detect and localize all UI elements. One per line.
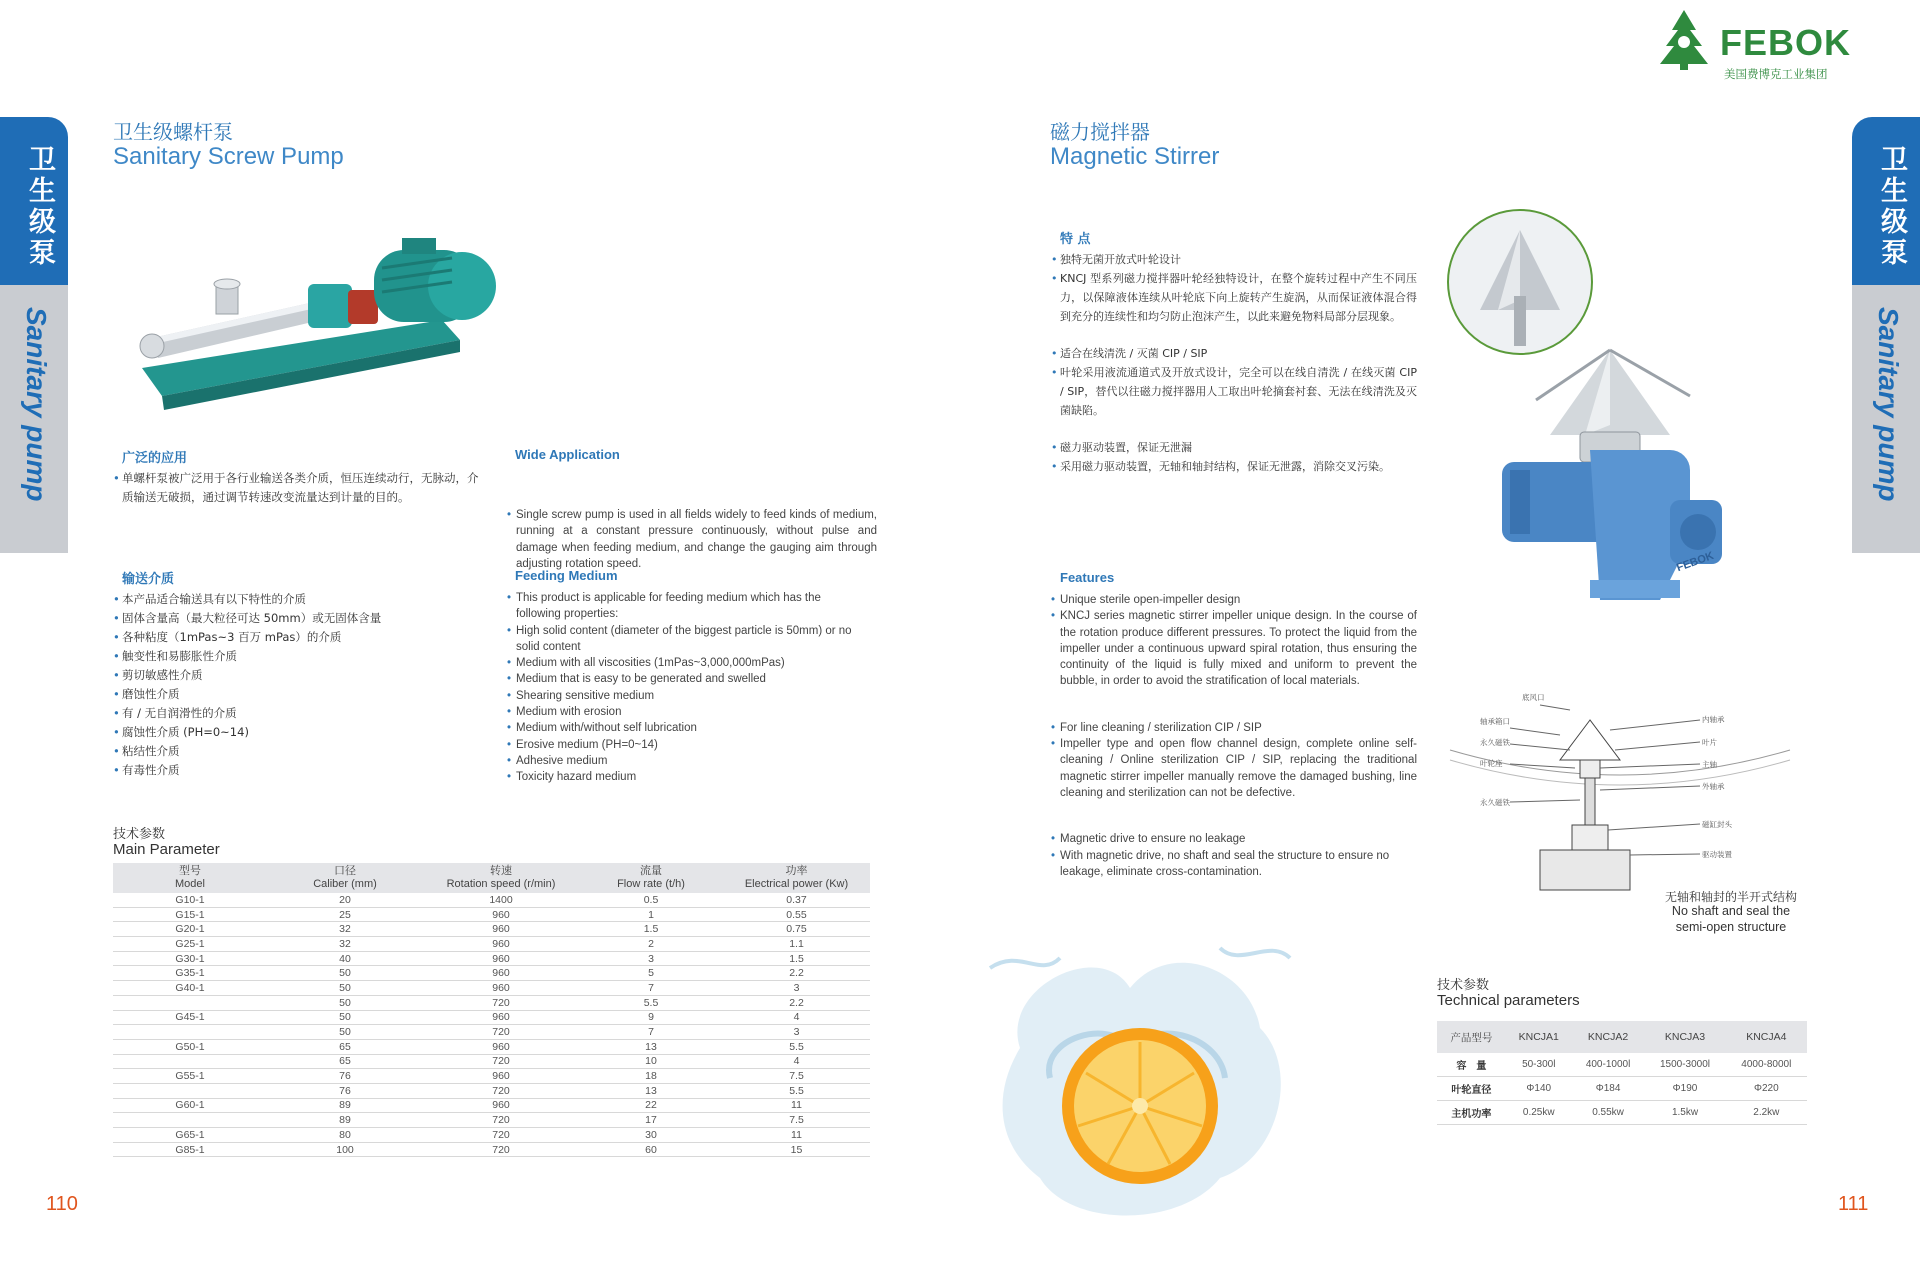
- table-cell: 3: [579, 951, 723, 966]
- table-cell: 7.5: [723, 1113, 870, 1128]
- table-cell: [113, 1113, 267, 1128]
- table-cell: 65: [267, 1054, 423, 1069]
- list-item: • 固体含量高（最大粒径可达 50mm）或无固体含量: [113, 609, 473, 628]
- table-cell: 89: [267, 1113, 423, 1128]
- list-item: • Toxicity hazard medium: [507, 769, 868, 785]
- table-cell: 7: [579, 981, 723, 996]
- screw-pump-image: [112, 228, 502, 428]
- list-item: • For line cleaning / sterilization CIP / SIP: [1051, 720, 1417, 736]
- table-cell: Φ190: [1644, 1077, 1725, 1101]
- list-item: • Medium with all viscosities (1mPas~3,000,000mPas): [507, 655, 868, 671]
- table-cell: G20-1: [113, 922, 267, 937]
- table-cell: 13: [579, 1083, 723, 1098]
- table-cell: 960: [423, 907, 579, 922]
- table-row: [113, 1025, 870, 1040]
- table-cell: 50: [267, 966, 423, 981]
- page-title-en: Sanitary Screw Pump: [113, 143, 344, 170]
- table-row: [113, 1010, 870, 1025]
- table-cell: 1.5kw: [1644, 1101, 1725, 1125]
- table-cell: 15: [723, 1142, 870, 1157]
- table-cell: Φ140: [1506, 1077, 1572, 1101]
- tech-params-table: [1437, 1021, 1807, 1125]
- list-item: • Medium that is easy to be generated and swelled: [507, 671, 868, 687]
- list-item: • Unique sterile open-impeller design: [1051, 592, 1417, 608]
- side-tab-cn-right: [1852, 117, 1920, 285]
- table-row: [1437, 1101, 1807, 1125]
- table-cell: 720: [423, 1025, 579, 1040]
- table-row: [113, 1142, 870, 1157]
- brand-logo: [1654, 8, 1864, 88]
- table-row: [113, 951, 870, 966]
- table-cell: 0.25kw: [1506, 1101, 1572, 1125]
- table-cell: 4000-8000l: [1726, 1053, 1807, 1077]
- table-cell: 720: [423, 995, 579, 1010]
- table-cell: 960: [423, 1098, 579, 1113]
- magnetic-stirrer-image: [1440, 200, 1796, 610]
- column-header: 流量 Flow rate (t/h): [579, 863, 723, 893]
- list-item: • 粘结性介质: [113, 742, 473, 761]
- list-item: • Impeller type and open flow channel design, complete online self-cleaning / Online sterilization CIP / SIP, replacing the traditional magnetic stirrer impeller manually remove the damaged bushing, line cleaning and sterilization can not be defective.: [1051, 736, 1417, 801]
- table-row: [113, 1128, 870, 1143]
- table-cell: G55-1: [113, 1069, 267, 1084]
- list-item: • 磨蚀性介质: [113, 685, 473, 704]
- table-cell: [113, 995, 267, 1010]
- list-item: • Magnetic drive to ensure no leakage: [1051, 831, 1417, 847]
- table-cell: 1.5: [579, 922, 723, 937]
- table-row: [113, 893, 870, 907]
- table-cell: 3: [723, 1025, 870, 1040]
- diagram-label: 内轴承: [1702, 715, 1725, 724]
- table-cell: 2: [579, 937, 723, 952]
- table-row: [113, 1039, 870, 1054]
- table-cell: G10-1: [113, 893, 267, 907]
- column-header: 功率 Electrical power (Kw): [723, 863, 870, 893]
- page-number-left: 110: [46, 1193, 78, 1215]
- table-cell: 100: [267, 1142, 423, 1157]
- table-cell: 960: [423, 966, 579, 981]
- table-cell: 720: [423, 1128, 579, 1143]
- table-header-row: [113, 863, 870, 893]
- table-row: [113, 981, 870, 996]
- side-tab-en-text: Sanitary pump: [1873, 307, 1904, 502]
- table-cell: 1.5: [723, 951, 870, 966]
- feeding-medium-list-cn: [113, 590, 473, 780]
- table-cell: Φ220: [1726, 1077, 1807, 1101]
- table-cell: G60-1: [113, 1098, 267, 1113]
- table-cell: G30-1: [113, 951, 267, 966]
- table-row: [113, 1069, 870, 1084]
- table-row: [113, 922, 870, 937]
- list-item: • KNCJ series magnetic stirrer impeller unique design. In the course of the rotation produce different pressures. To protect the liquid from the impeller under a continuous upward spiral rotation, thus ensuring the continuity of the liquid is fully mixed and uniform to prevent the bubble, in order to avoid the stratification of local materials.: [1051, 608, 1417, 689]
- table-cell: 50: [267, 1025, 423, 1040]
- column-header: 转速 Rotation speed (r/min): [423, 863, 579, 893]
- main-parameter-heading-en: Main Parameter: [113, 841, 220, 858]
- features-list-cn: [1051, 250, 1417, 476]
- column-header: 口径 Caliber (mm): [267, 863, 423, 893]
- diagram-label: 主轴: [1702, 760, 1717, 769]
- table-cell: Φ184: [1572, 1077, 1645, 1101]
- diagram-caption-cn: 无轴和轴封的半开式结构: [1664, 890, 1797, 904]
- side-tab-en-right: [1852, 285, 1920, 553]
- column-header: KNCJA4: [1726, 1021, 1807, 1053]
- table-cell: 5: [579, 966, 723, 981]
- table-cell: 10: [579, 1054, 723, 1069]
- tree-logo-icon: [1654, 8, 1714, 72]
- table-cell: 主机功率: [1437, 1101, 1506, 1125]
- table-cell: 17: [579, 1113, 723, 1128]
- main-parameter-heading-cn: 技术参数: [113, 827, 166, 842]
- list-item: • Erosive medium (PH=0~14): [507, 737, 868, 753]
- table-cell: 60: [579, 1142, 723, 1157]
- table-cell: 0.75: [723, 922, 870, 937]
- table-row: [1437, 1077, 1807, 1101]
- table-cell: G50-1: [113, 1039, 267, 1054]
- list-item: • 剪切敏感性介质: [113, 666, 473, 685]
- table-cell: G15-1: [113, 907, 267, 922]
- table-cell: [113, 1025, 267, 1040]
- table-row: [1437, 1053, 1807, 1077]
- table-cell: 32: [267, 922, 423, 937]
- list-item: • 叶轮采用液流通道式及开放式设计，完全可以在线自清洗 / 在线灭菌 CIP / SIP，替代以往磁力搅拌器用人工取出叶轮摘套衬套、无法在线清洗及灭菌缺陷。: [1051, 363, 1417, 420]
- table-cell: 720: [423, 1142, 579, 1157]
- feeding-medium-list-en: [507, 590, 868, 786]
- table-cell: 960: [423, 1010, 579, 1025]
- list-item: • 采用磁力驱动装置，无轴和轴封结构，保证无泄露，消除交叉污染。: [1051, 457, 1417, 476]
- table-cell: 76: [267, 1069, 423, 1084]
- page-title-cn: 磁力搅拌器: [1050, 120, 1150, 144]
- tech-params-heading-en: Technical parameters: [1437, 992, 1580, 1009]
- table-cell: G35-1: [113, 966, 267, 981]
- table-cell: 1400: [423, 893, 579, 907]
- column-header: 型号 Model: [113, 863, 267, 893]
- side-tab-cn-text: 卫生级泵: [1876, 145, 1907, 269]
- features-heading-cn: 特 点: [1060, 232, 1091, 247]
- table-row: [113, 937, 870, 952]
- table-cell: 13: [579, 1039, 723, 1054]
- table-cell: 18: [579, 1069, 723, 1084]
- table-row: [113, 1083, 870, 1098]
- wide-application-heading-cn: 广泛的应用: [122, 451, 188, 466]
- table-cell: 0.55kw: [1572, 1101, 1645, 1125]
- table-cell: 65: [267, 1039, 423, 1054]
- table-cell: 400-1000l: [1572, 1053, 1645, 1077]
- table-cell: 1: [579, 907, 723, 922]
- table-cell: G25-1: [113, 937, 267, 952]
- table-cell: 0.55: [723, 907, 870, 922]
- table-row: [113, 1098, 870, 1113]
- wide-application-text-en: • Single screw pump is used in all fields widely to feed kinds of medium, running at a constant pressure continuously, without pulse and damage when feeding medium, and change the gauging aim through adjusting rotation speed.: [507, 507, 877, 572]
- table-row: [113, 1113, 870, 1128]
- table-cell: [113, 1083, 267, 1098]
- table-cell: G45-1: [113, 1010, 267, 1025]
- list-item: • With magnetic drive, no shaft and seal the structure to ensure no leakage, eliminate cross-contamination.: [1051, 848, 1417, 881]
- product-brand-mark: FEBOK: [1675, 549, 1716, 575]
- list-item: • 适合在线清洗 / 灭菌 CIP / SIP: [1051, 344, 1417, 363]
- table-cell: 20: [267, 893, 423, 907]
- list-item: • 触变性和易膨胀性介质: [113, 647, 473, 666]
- features-list-en: [1051, 592, 1417, 880]
- table-cell: 5.5: [723, 1083, 870, 1098]
- table-row: [113, 1054, 870, 1069]
- table-cell: 1500-3000l: [1644, 1053, 1725, 1077]
- column-header: KNCJA3: [1644, 1021, 1725, 1053]
- table-cell: [113, 1054, 267, 1069]
- list-item: • 本产品适合输送具有以下特性的介质: [113, 590, 473, 609]
- diagram-label: 底风口: [1522, 693, 1545, 702]
- list-item: • KNCJ 型系列磁力搅拌器叶轮经独特设计，在整个旋转过程中产生不同压力，以保障液体连续从叶轮底下向上旋转产生旋涡，从而保证液体混合得到充分的连续性和均匀防止泡沫产生，以此来避免物料局部分层现象。: [1051, 269, 1417, 326]
- table-cell: 960: [423, 922, 579, 937]
- list-item: • Medium with erosion: [507, 704, 868, 720]
- wide-application-text-cn: • 单螺杆泵被广泛用于各行业输送各类介质，恒压连续动行，无脉动，介质输送无破损，通过调节转速改变流量达到计量的目的。: [113, 469, 482, 507]
- table-cell: 7: [579, 1025, 723, 1040]
- feeding-medium-heading-en: Feeding Medium: [515, 568, 618, 583]
- page-number-right: 111: [1838, 1193, 1869, 1215]
- table-cell: 2.2: [723, 966, 870, 981]
- table-cell: 30: [579, 1128, 723, 1143]
- table-cell: 960: [423, 937, 579, 952]
- list-item: • Shearing sensitive medium: [507, 688, 868, 704]
- table-cell: 89: [267, 1098, 423, 1113]
- table-cell: 32: [267, 937, 423, 952]
- table-cell: 720: [423, 1113, 579, 1128]
- diagram-label: 永久磁铁: [1480, 738, 1510, 747]
- table-cell: 5.5: [723, 1039, 870, 1054]
- table-cell: 4: [723, 1054, 870, 1069]
- wide-application-heading-en: Wide Application: [515, 447, 620, 462]
- table-cell: 11: [723, 1098, 870, 1113]
- list-item: • This product is applicable for feeding medium which has the following properties:: [507, 590, 868, 623]
- list-item: • 磁力驱动装置，保证无泄漏: [1051, 438, 1417, 457]
- table-cell: 720: [423, 1054, 579, 1069]
- table-cell: 3: [723, 981, 870, 996]
- side-tab-en-text: Sanitary pump: [21, 307, 52, 502]
- column-header: KNCJA1: [1506, 1021, 1572, 1053]
- brand-name: FEBOK: [1720, 22, 1851, 63]
- table-cell: 0.37: [723, 893, 870, 907]
- diagram-label: 叶轮座: [1480, 759, 1503, 768]
- table-header-row: [1437, 1021, 1807, 1053]
- side-tab-cn-left: [0, 117, 68, 285]
- table-cell: 叶轮直径: [1437, 1077, 1506, 1101]
- table-cell: 720: [423, 1083, 579, 1098]
- list-item: • High solid content (diameter of the biggest particle is 50mm) or no solid content: [507, 623, 868, 656]
- orange-splash-image: [980, 928, 1310, 1248]
- table-cell: 50: [267, 995, 423, 1010]
- table-cell: 2.2kw: [1726, 1101, 1807, 1125]
- column-header: KNCJA2: [1572, 1021, 1645, 1053]
- table-cell: 5.5: [579, 995, 723, 1010]
- table-row: [113, 966, 870, 981]
- table-cell: 0.5: [579, 893, 723, 907]
- feeding-medium-heading-cn: 输送介质: [122, 572, 175, 587]
- table-cell: G85-1: [113, 1142, 267, 1157]
- diagram-label: 磁缸封头: [1702, 820, 1732, 829]
- diagram-caption-en: No shaft and seal the: [1671, 904, 1791, 918]
- diagram-label: 轴承箱口: [1480, 717, 1510, 726]
- brand-subtitle: 美国费博克工业集团: [1724, 67, 1828, 81]
- table-cell: 4: [723, 1010, 870, 1025]
- diagram-caption-en: semi-open structure: [1675, 920, 1787, 934]
- table-cell: 50-300l: [1506, 1053, 1572, 1077]
- page-title-en: Magnetic Stirrer: [1050, 143, 1220, 170]
- table-cell: 960: [423, 981, 579, 996]
- table-cell: 50: [267, 1010, 423, 1025]
- table-cell: 960: [423, 1069, 579, 1084]
- table-cell: 7.5: [723, 1069, 870, 1084]
- features-heading-en: Features: [1060, 570, 1115, 585]
- table-cell: 80: [267, 1128, 423, 1143]
- table-cell: 1.1: [723, 937, 870, 952]
- table-cell: 容 量: [1437, 1053, 1506, 1077]
- table-cell: G65-1: [113, 1128, 267, 1143]
- table-row: [113, 907, 870, 922]
- diagram-label: 叶片: [1702, 738, 1717, 747]
- list-item: • Medium with/without self lubrication: [507, 720, 868, 736]
- table-row: [113, 995, 870, 1010]
- list-item: • Adhesive medium: [507, 753, 868, 769]
- tech-params-heading-cn: 技术参数: [1437, 978, 1490, 993]
- diagram-label: 驱动装置: [1702, 850, 1732, 859]
- table-cell: 9: [579, 1010, 723, 1025]
- list-item: • 腐蚀性介质 (PH=0~14): [113, 723, 473, 742]
- table-cell: 40: [267, 951, 423, 966]
- side-tab-en-left: [0, 285, 68, 553]
- table-cell: 960: [423, 951, 579, 966]
- list-item: • 各种粘度（1mPas~3 百万 mPas）的介质: [113, 628, 473, 647]
- table-cell: 76: [267, 1083, 423, 1098]
- main-parameter-body: [113, 893, 870, 1157]
- diagram-label: 外轴承: [1702, 782, 1725, 791]
- page-title-cn: 卫生级螺杆泵: [113, 120, 233, 144]
- list-item: • 独特无菌开放式叶轮设计: [1051, 250, 1417, 269]
- table-cell: 960: [423, 1039, 579, 1054]
- list-item: • 有 / 无自润滑性的介质: [113, 704, 473, 723]
- column-header: 产品型号: [1437, 1021, 1506, 1053]
- table-cell: 2.2: [723, 995, 870, 1010]
- table-cell: 11: [723, 1128, 870, 1143]
- side-tab-cn-text: 卫生级泵: [24, 145, 55, 269]
- table-cell: 22: [579, 1098, 723, 1113]
- table-cell: 25: [267, 907, 423, 922]
- table-cell: 50: [267, 981, 423, 996]
- table-cell: G40-1: [113, 981, 267, 996]
- diagram-label: 永久磁铁: [1480, 798, 1510, 807]
- main-parameter-table: [113, 863, 870, 1157]
- list-item: • 有毒性介质: [113, 761, 473, 780]
